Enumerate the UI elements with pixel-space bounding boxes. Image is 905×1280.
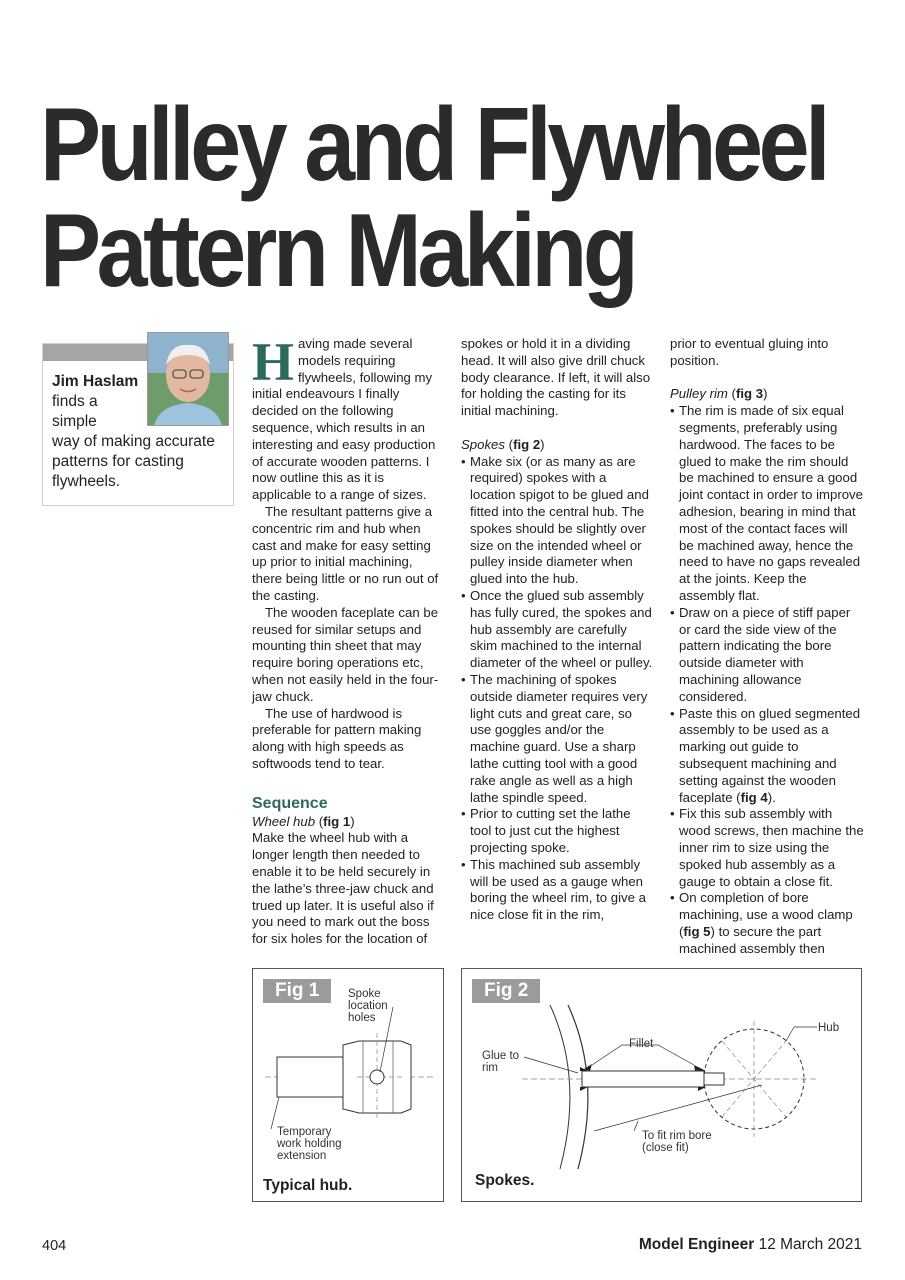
label-hub: Hub bbox=[818, 1022, 840, 1034]
title-line-2: Pattern Making bbox=[40, 193, 635, 309]
page-number: 404 bbox=[42, 1238, 67, 1254]
paragraph: The resultant patterns give a concentric rim and hub when cast and make for easy setting up prior to initial machining, there being little or no run out of the casting. bbox=[252, 503, 439, 603]
spokes-bullet-list bbox=[461, 454, 654, 924]
author-box bbox=[42, 343, 234, 506]
label-fillet: Fillet bbox=[629, 1038, 654, 1050]
label-rim: rim bbox=[482, 1062, 498, 1074]
subheading-pulley-rim: Pulley rim (fig 3) bbox=[670, 386, 768, 402]
drop-cap: H bbox=[252, 332, 295, 392]
body-column-3 bbox=[670, 336, 865, 957]
figure-2 bbox=[461, 968, 862, 1202]
list-item: • Draw on a piece of stiff paper or card the side view of the pattern indicating the bore outside diameter with machining allowance considered. bbox=[670, 605, 865, 706]
figure-2-caption: Spokes. bbox=[475, 1172, 535, 1189]
paragraph: Having made several models requiring flywheels, following my initial endeavours I finally decided on the following sequence, which results in an interesting and easy production of accurate wooden patterns. I now outline this as it is applicable to a range of sizes. bbox=[252, 332, 436, 503]
label-holes: holes bbox=[348, 1012, 376, 1024]
label-spoke: Spoke bbox=[348, 988, 381, 1000]
figure-1 bbox=[252, 968, 444, 1202]
magazine-name: Model Engineer bbox=[638, 1236, 755, 1253]
pulley-rim-bullet-list bbox=[670, 403, 865, 957]
paragraph: The use of hardwood is preferable for pattern making along with high speeds as softwoods tend to tear. bbox=[252, 705, 422, 771]
body-column-1 bbox=[252, 332, 445, 948]
label-extension: extension bbox=[277, 1150, 327, 1162]
section-heading-sequence: Sequence bbox=[252, 794, 328, 812]
label-glue-to: Glue to bbox=[482, 1050, 520, 1062]
list-item: • On completion of bore machining, use a wood clamp (fig 5) to secure the part machined assembly then bbox=[670, 890, 865, 957]
footer-publication bbox=[639, 1236, 862, 1254]
subheading-wheel-hub: Wheel hub (fig 1) bbox=[252, 813, 355, 829]
list-item: • Paste this on glued segmented assembly to be used as a marking out guide to subsequent machining and setting against the wooden faceplate (fig 4). bbox=[670, 706, 865, 807]
paragraph: spokes or hold it in a dividing head. It will also give drill chuck body clearance. If left, it will also for holding the casting for its initial machining. bbox=[461, 336, 651, 419]
issue-date: 12 March 2021 bbox=[754, 1236, 862, 1253]
list-item: • The machining of spokes outside diameter requires very light cuts and great care, so use goggles and/or the machine guard. Use a sharp lathe cutting tool with a good rake angle as well as a high lathe spindle speed. bbox=[461, 672, 654, 806]
author-intro-line-5: flywheels. bbox=[52, 473, 121, 490]
label-to-fit-rim-bore: To fit rim bore bbox=[642, 1130, 712, 1142]
list-item: • Prior to cutting set the lathe tool to just cut the highest projecting spoke. bbox=[461, 806, 654, 856]
paragraph: The wooden faceplate can be reused for similar setups and mounting thin sheet that may require boring operations etc, when not easily held in the four-jaw chuck. bbox=[252, 604, 439, 704]
list-item: • Once the glued sub assembly has fully cured, the spokes and hub assembly are carefully skim machined to the internal diameter of the wheel or pulley. bbox=[461, 588, 654, 672]
list-item: • Fix this sub assembly with wood screws, then machine the inner rim to size using the spoked hub assembly as a gauge to obtain a close fit. bbox=[670, 806, 865, 890]
subheading-spokes: Spokes (fig 2) bbox=[461, 436, 545, 452]
figure-1-tag: Fig 1 bbox=[263, 979, 331, 1003]
author-intro-line-3: way of making accurate bbox=[52, 433, 215, 450]
list-item: • This machined sub assembly will be used as a gauge when boring the wheel rim, to give a nice close fit in the rim, bbox=[461, 857, 654, 924]
list-item: • The rim is made of six equal segments, preferably using hardwood. The faces to be glued to make the rim should be machined to ensure a good joint contact in order to improve adhesion, bearing in mind that most of the contact faces will be machined away, hence the need to have no gaps revealed at the joints. Keep the assembly flat. bbox=[670, 403, 865, 605]
title-line-1: Pulley and Flywheel bbox=[40, 87, 827, 203]
label-close-fit: (close fit) bbox=[642, 1142, 689, 1154]
paragraph: Make the wheel hub with a longer length then needed to enable it to be held securely in the lathe’s three-jaw chuck and trued up later. It is useful also if you need to mark out the boss for six holes for the location of bbox=[252, 830, 434, 947]
article-title bbox=[40, 87, 827, 309]
label-location: location bbox=[348, 1000, 388, 1012]
figure-2-tag: Fig 2 bbox=[472, 979, 540, 1003]
paragraph: prior to eventual gluing into position. bbox=[670, 336, 829, 368]
author-intro-line-1: finds a bbox=[52, 393, 98, 410]
author-intro-line-4: patterns for casting bbox=[52, 453, 184, 470]
figure-1-drawing bbox=[253, 969, 445, 1203]
author-intro-line-2: simple bbox=[52, 413, 97, 430]
author-name: Jim Haslam bbox=[52, 373, 139, 390]
list-item: • Make six (or as many as are required) spokes with a location spigot to be glued and fitted into the central hub. The spokes should be slightly over size on the intended wheel or pulley inside diameter when glued into the hub. bbox=[461, 454, 654, 588]
figure-1-caption: Typical hub. bbox=[263, 1177, 353, 1194]
label-work-holding: work holding bbox=[277, 1138, 342, 1150]
label-temporary: Temporary bbox=[277, 1126, 332, 1138]
author-intro bbox=[52, 372, 222, 492]
body-column-2 bbox=[461, 336, 654, 924]
figure-2-drawing bbox=[462, 969, 863, 1203]
